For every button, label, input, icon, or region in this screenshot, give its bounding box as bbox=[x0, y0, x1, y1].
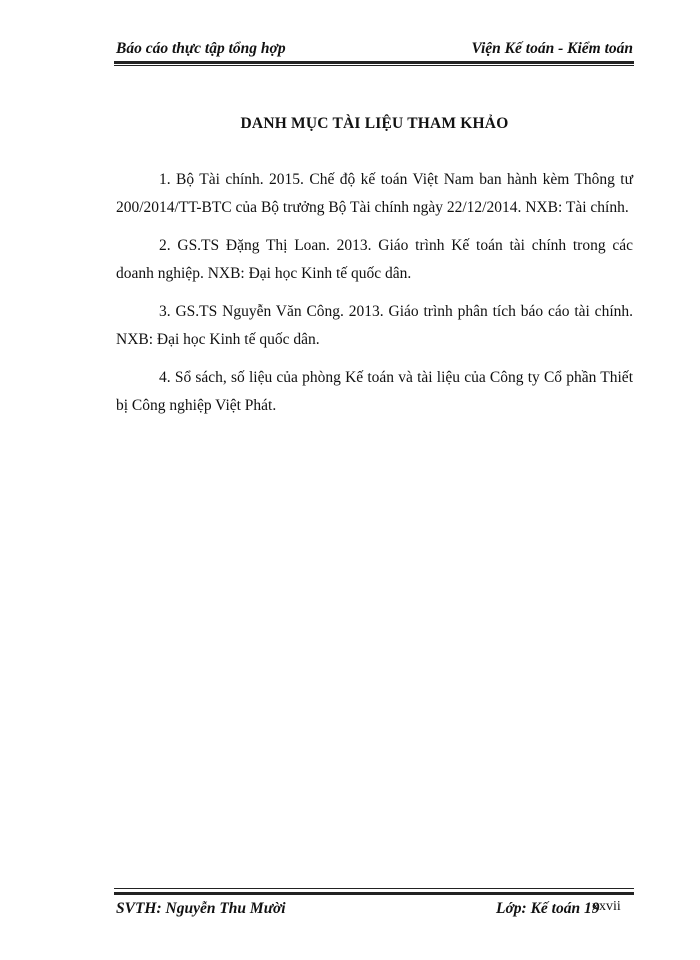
reference-item-4: 4. Sổ sách, số liệu của phòng Kế toán và tài liệu của Công ty Cổ phần Thiết bị Công nghiệp Việt Phát. bbox=[116, 369, 633, 414]
reference-item-2: 2. GS.TS Đặng Thị Loan. 2013. Giáo trình Kế toán tài chính trong các doanh nghiệp. NXB: Đại học Kinh tế quốc dân. bbox=[116, 237, 633, 282]
header-institute: Viện Kế toán - Kiểm toán bbox=[471, 40, 633, 57]
page-header bbox=[116, 38, 633, 60]
footer-divider-thick bbox=[114, 892, 634, 895]
footer-student: SVTH: Nguyễn Thu Mười bbox=[116, 900, 286, 917]
header-divider-thick bbox=[114, 61, 634, 64]
reference-item-3: 3. GS.TS Nguyễn Văn Công. 2013. Giáo trình phân tích báo cáo tài chính. NXB: Đại học Kinh tế quốc dân. bbox=[116, 303, 633, 348]
header-report-title: Báo cáo thực tập tổng hợp bbox=[116, 40, 286, 57]
page-footer bbox=[116, 900, 633, 922]
reference-list bbox=[116, 166, 633, 430]
footer-class: Lớp: Kế toán 19 bbox=[496, 900, 600, 917]
page-number: xxvii bbox=[592, 899, 621, 914]
reference-item-1: 1. Bộ Tài chính. 2015. Chế độ kế toán Việt Nam ban hành kèm Thông tư 200/2014/TT-BTC của Bộ trưởng Bộ Tài chính ngày 22/12/2014. NXB: Tài chính. bbox=[116, 171, 633, 216]
footer-divider-thin bbox=[114, 888, 634, 889]
header-divider-thin bbox=[114, 65, 634, 66]
page-title: DANH MỤC TÀI LIỆU THAM KHẢO bbox=[240, 115, 509, 132]
